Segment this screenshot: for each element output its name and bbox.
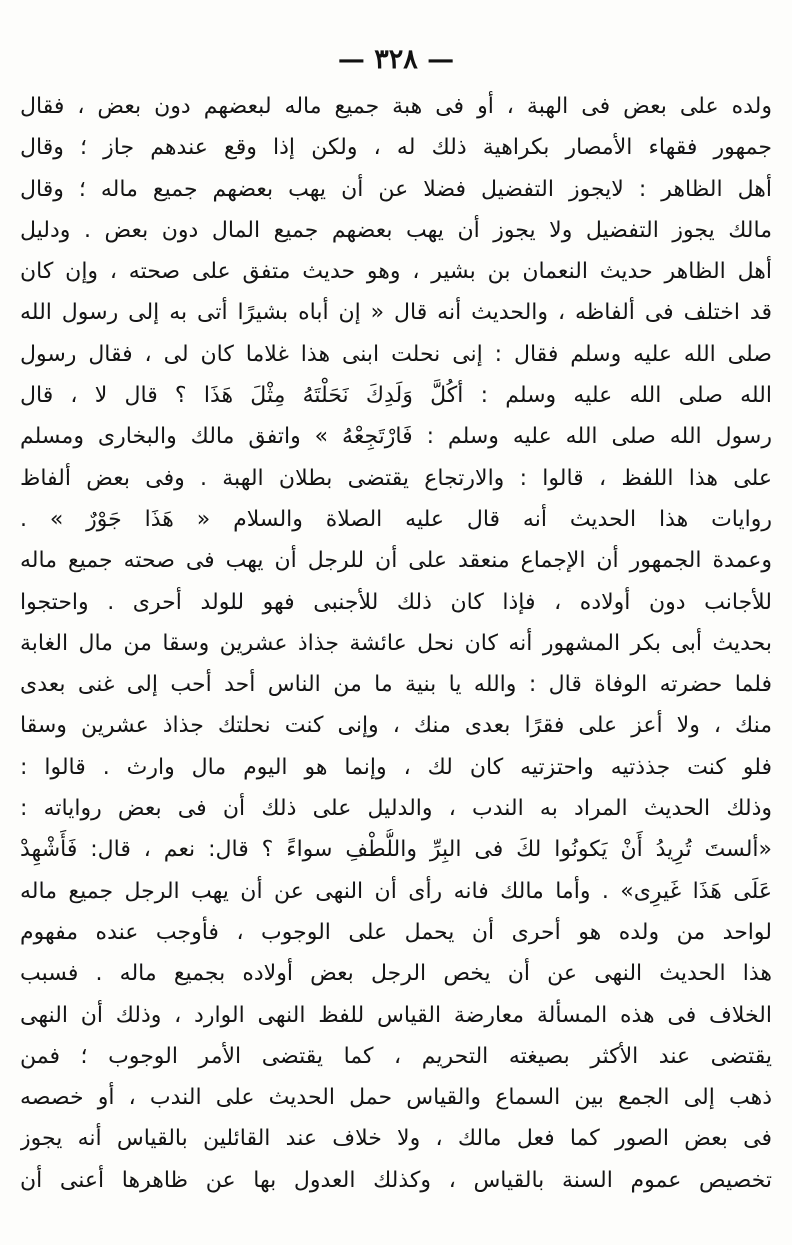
body-text <box>20 86 772 1201</box>
text-line: على هذا اللفظ ، قالوا : والارتجاع يقتضى بطلان الهبة . وفى بعض ألفاظ <box>20 465 772 491</box>
text-line: ولده على بعض فى الهبة ، أو فى هبة جميع ماله لبعضهم دون بعض ، فقال <box>20 94 772 119</box>
text-line: أهل الظاهر حديث النعمان بن بشير ، وهو حديث متفق على صحته ، وإن كان <box>20 259 772 285</box>
text-line: الخلاف فى هذه المسألة معارضة القياس للفظ النهى الوارد ، وذلك أن النهى <box>20 1002 772 1028</box>
text-line: ذهب إلى الجمع بين السماع والقياس حمل الحديث على الندب ، أو خصصه <box>20 1085 772 1111</box>
text-line: للأجانب دون أولاده ، فإذا كان ذلك للأجنبى فهو للولد أحرى . واحتجوا <box>20 589 772 615</box>
text-line: صلى الله عليه وسلم فقال : إنى نحلت ابنى هذا غلاما كان لى ، فقال رسول <box>20 341 772 367</box>
text-line: تخصيص عموم السنة بالقياس ، وكذلك العدول بها عن ظاهرها أعنى أن <box>20 1167 772 1193</box>
text-line: لواحد من ولده هو أحرى أن يحمل على الوجوب ، فأوجب عنده مفهوم <box>20 919 772 945</box>
text-line: قد اختلف فى ألفاظه ، والحديث أنه قال « إن أباه بشيرًا أتى به إلى رسول الله <box>20 300 772 326</box>
text-line: روايات هذا الحديث أنه قال عليه الصلاة والسلام « هَذَا جَوْرٌ » . <box>20 506 772 532</box>
text-line: فلما حضرته الوفاة قال : والله يا بنية ما من الناس أحد أحب إلى غنى بعدى <box>20 672 772 698</box>
text-line: فلو كنت جذذتيه واحتزتيه كان لك ، وإنما هو اليوم مال وارث . قالوا : <box>20 754 772 780</box>
text-line: وذلك الحديث المراد به الندب ، والدليل على ذلك أن فى بعض رواياته : <box>20 796 772 822</box>
text-line: الله صلى الله عليه وسلم : أكُلَّ وَلَدِكَ نَحَلْتَهُ مِثْلَ هَذَا ؟ قال لا ، قال <box>20 383 772 409</box>
text-line: «ألستَ تُرِيدُ أَنْ يَكونُوا لكَ فى البِرِّ واللُّطْفِ سواءً ؟ قال: نعم ، قال: فَأَشْهِدْ <box>20 837 772 863</box>
text-line: يقتضى عند الأكثر بصيغته التحريم ، كما يقتضى الأمر الوجوب ؛ فمن <box>20 1043 772 1069</box>
text-line: أهل الظاهر : لايجوز التفضيل فضلا عن أن يهب بعضهم جميع ماله ؛ وقال <box>20 176 772 202</box>
text-line: رسول الله صلى الله عليه وسلم : فَارْتَجِعْهُ » واتفق مالك والبخارى ومسلم <box>20 424 772 450</box>
text-line: مالك يجوز التفضيل ولا يجوز أن يهب بعضهم جميع المال دون بعض . ودليل <box>20 217 772 243</box>
text-line: بحديث أبى بكر المشهور أنه كان نحل عائشة جذاذ عشرين وسقا من مال الغابة <box>20 630 772 656</box>
text-line: وعمدة الجمهور أن الإجماع منعقد على أن للرجل أن يهب فى صحته جميع ماله <box>20 548 772 574</box>
text-line: عَلَى هَذَا غَيرِى» . وأما مالك فانه رأى أن النهى عن أن يهب الرجل جميع ماله <box>20 878 772 904</box>
text-line: جمهور فقهاء الأمصار بكراهية ذلك له ، ولكن إذا وقع عندهم جاز ؛ وقال <box>20 135 772 161</box>
page-number: — ٣٢٨ — <box>337 44 455 75</box>
text-line: فى بعض الصور كما فعل مالك ، ولا خلاف عند القائلين بالقياس أنه يجوز <box>20 1126 772 1152</box>
text-line: منك ، ولا أعز على فقرًا بعدى منك ، وإنى كنت نحلتك جذاذ عشرين وسقا <box>20 713 772 739</box>
text-line: هذا الحديث النهى عن أن يخص الرجل بعض أولاده بجميع ماله . فسبب <box>20 961 772 987</box>
